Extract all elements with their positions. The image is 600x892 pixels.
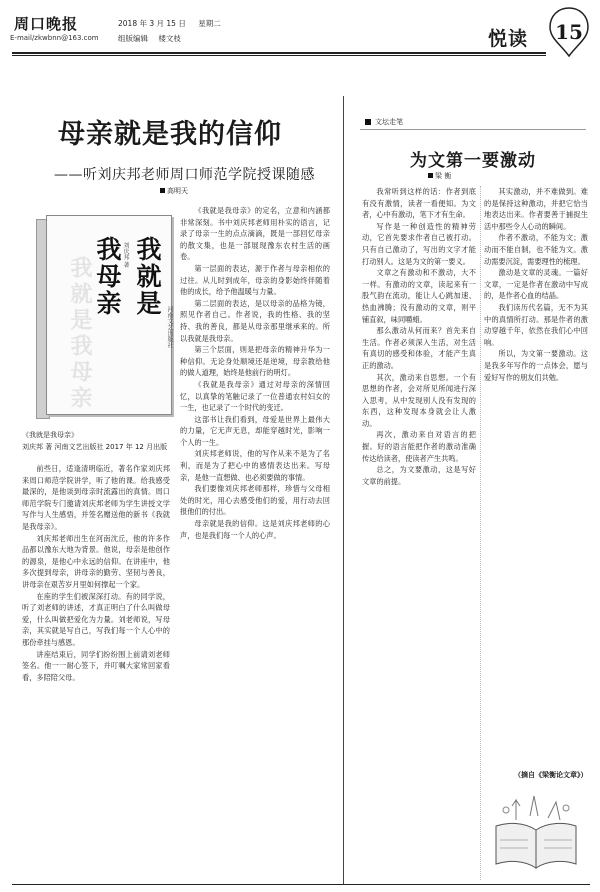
main-article-title: 母亲就是我的信仰	[58, 119, 282, 150]
column-separator	[480, 186, 481, 880]
main-article-subtitle: ——听刘庆邦老师周口师范学院授课随感	[54, 167, 315, 183]
masthead-rule-thin	[12, 55, 546, 56]
book-caption-title: 《我就是我母亲》	[22, 431, 78, 439]
book-cover	[46, 215, 172, 415]
section-title: 悦读	[488, 28, 529, 50]
author-bullet-icon	[428, 173, 433, 178]
newspaper-logo: 周口晚报	[14, 15, 79, 33]
right-article-author	[428, 171, 451, 181]
editor-label: 组版编辑	[118, 34, 148, 43]
book-cover-image	[36, 215, 172, 427]
paragraph: 第一层面的表达，源于作者与母亲相依的过往。从儿时到成年，母亲的身影始终伴随着他的成长，给予他温暖与力量。	[180, 263, 330, 297]
main-article-author	[160, 186, 188, 196]
open-book-illustration-icon	[486, 790, 586, 876]
paragraph: 母亲就是我的信仰。这是刘庆邦老师的心声，也是我们每一个人的心声。	[180, 519, 330, 540]
paragraph: 第三个层面，则是把母亲的精神升华为一种信仰。无论身处顺境还是逆境，母亲教给他的做人道理，始终是他前行的明灯。	[180, 345, 330, 378]
paragraph: 《我就是我母亲》的定名，立意和内涵都非常深刻。书中刘庆邦老师用朴实的语言，记录了母亲一生的点点滴滴，既是一部回忆母亲的散文集，也是一部展现豫东农村生活的画卷。	[180, 206, 330, 262]
reading-illustration	[486, 790, 586, 876]
paragraph: 前些日，适逢清明临近，著名作家刘庆邦来周口师范学院讲学，听了他的课。给我感受最深的，是他谈到母亲时流露出的真情。周口师范学院专门邀请刘庆邦老师为学生讲授文学写作与人生感悟，并签名赠送他的新书《我就是我母亲》。	[22, 464, 170, 531]
paragraph: 那么激动从何而来？首先来自生活。作者必须深入生活，对生活有真切的感受和体验，才能产生真正的激动。	[362, 326, 476, 370]
column-tag-label: 文坛走笔	[375, 118, 403, 126]
book-title-line1: 我就是	[133, 236, 162, 317]
paragraph: 总之，为文要激动，这是写好文章的前提。	[362, 465, 476, 486]
tag-rule	[360, 129, 586, 130]
right-author-name: 梁 衡	[435, 172, 452, 180]
paragraph: 其次，激动来自思想。一个有思想的作者，会对所见所闻进行深入思考，从中发现别人没有发现的东西，这种发现本身就会让人激动。	[362, 372, 476, 428]
excerpt-source: （摘自《梁衡论文章》）	[514, 771, 588, 779]
paragraph: 所以，为文第一要激动。这是我多年写作的一点体会，愿与爱好写作的朋友们共勉。	[484, 349, 588, 382]
book-author-small: 刘庆邦 著	[122, 242, 129, 268]
book-ghost-title: 我就是我母亲	[67, 256, 93, 412]
tag-bullet-icon	[365, 119, 371, 125]
paragraph: 激动是文章的灵魂。一篇好文章，一定是作者在激动中写成的，是作者心血的结晶。	[484, 268, 588, 301]
book-publisher-small: 河南文艺出版社	[166, 306, 173, 348]
paragraph: 写作是一种创造性的精神劳动，它首先要求作者自己被打动。只有自己激动了，写出的文字才能打动别人。这是为文的第一要义。	[362, 221, 476, 266]
paragraph: 在座的学生们被深深打动。有的同学说，听了刘老师的讲述，才真正明白了什么叫做母爱，什么叫做把爱化为力量。刘老师说，写母亲，其实就是写自己，写我们每一个人心中的那份牵挂与感恩。	[22, 591, 170, 647]
book-caption-info: 刘庆邦 著 河南文艺出版社 2017 年 12 月出版	[22, 443, 168, 451]
column-tag	[365, 117, 403, 127]
contact-email: E-mail/zkwbnn@163.com	[10, 34, 99, 42]
paragraph: 我常听到这样的话：作者到底有没有激情，读者一看便知。为文者，心中有激动，笔下才有生命。	[362, 187, 476, 220]
paragraph: 作者不激动，不能为文；激动而不能自制，也不能为文。激动需要沉淀，需要理性的梳理。	[484, 233, 588, 266]
masthead	[0, 0, 600, 64]
masthead-rule	[12, 52, 546, 54]
editor-name: 楼文枝	[158, 34, 181, 43]
page-badge	[548, 6, 590, 58]
paragraph: 我们要像刘庆邦老师那样，珍惜与父母相处的时光，用心去感受他们的爱，用行动去回报他们的付出。	[180, 484, 330, 517]
paragraph: 刘庆邦老师出生在河南沈丘，他的许多作品都以豫东大地为背景。他说，母亲是他创作的源泉，是他心中永远的信仰。在讲座中，他多次提到母亲，讲母亲的勤劳、坚韧与善良，讲母亲在艰苦岁月里如何撑起一个家。	[22, 533, 170, 589]
page-number: 15	[555, 20, 583, 44]
paragraph: 文章之有激动和不激动，大不一样。有激动的文章，读起来有一股气韵在流动，能让人心跳加速、热血沸腾；没有激动的文章，则平铺直叙，味同嚼蜡。	[362, 268, 476, 324]
editor-row	[118, 33, 189, 44]
column-divider	[343, 96, 344, 884]
book-title-line2: 我母亲	[93, 236, 122, 317]
bottom-rule	[12, 884, 590, 885]
paragraph: 再次，激动来自对语言的把握。好的语言能把作者的激动准确传达给读者，使读者产生共鸣。	[362, 430, 476, 463]
main-author-name: 高明天	[167, 187, 188, 195]
main-article-column-b	[180, 205, 330, 883]
paragraph: 《我就是我母亲》通过对母亲的深情回忆，以真挚的笔触记录了一位普通农村妇女的一生，也记录了一个时代的变迁。	[180, 379, 330, 413]
paragraph: 其实激动，并不难做到。难的是保持这种激动，并把它恰当地表达出来。作者要善于捕捉生活中那些令人心动的瞬间。	[484, 187, 588, 231]
main-article-column-a	[22, 463, 170, 883]
paragraph: 我们读历代名篇，无不为其中的真情所打动。那是作者的激动穿越千年，依然在我们心中回响。	[484, 302, 588, 347]
paragraph: 第二层面的表达，是以母亲的品格为镜，照见作者自己。作者说，我的性格、我的坚持、我的善良，都是从母亲那里继承来的。所以我就是我母亲。	[180, 298, 330, 343]
paragraph: 刘庆邦老师说，他的写作从来不是为了名利，而是为了把心中的感情表达出来。写母亲，是他一直想做、也必须要做的事情。	[180, 449, 330, 482]
issue-date: 2018 年 3 月 15 日	[118, 19, 186, 28]
issue-date-row	[118, 18, 231, 29]
paragraph: 讲座结束后，同学们纷纷围上前请刘老师签名。他一一耐心签下，并叮嘱大家常回家看看，多陪陪父母。	[22, 649, 170, 682]
right-article-title: 为文第一要激动	[410, 151, 536, 171]
issue-weekday: 星期二	[198, 19, 221, 28]
author-bullet-icon	[160, 188, 165, 193]
paragraph: 这部书让我们看到，母爱是世界上最伟大的力量，它无声无息，却能穿越时光，影响一个人的一生。	[180, 414, 330, 447]
right-article-column-d	[484, 186, 588, 756]
right-article-column-c	[362, 186, 476, 880]
